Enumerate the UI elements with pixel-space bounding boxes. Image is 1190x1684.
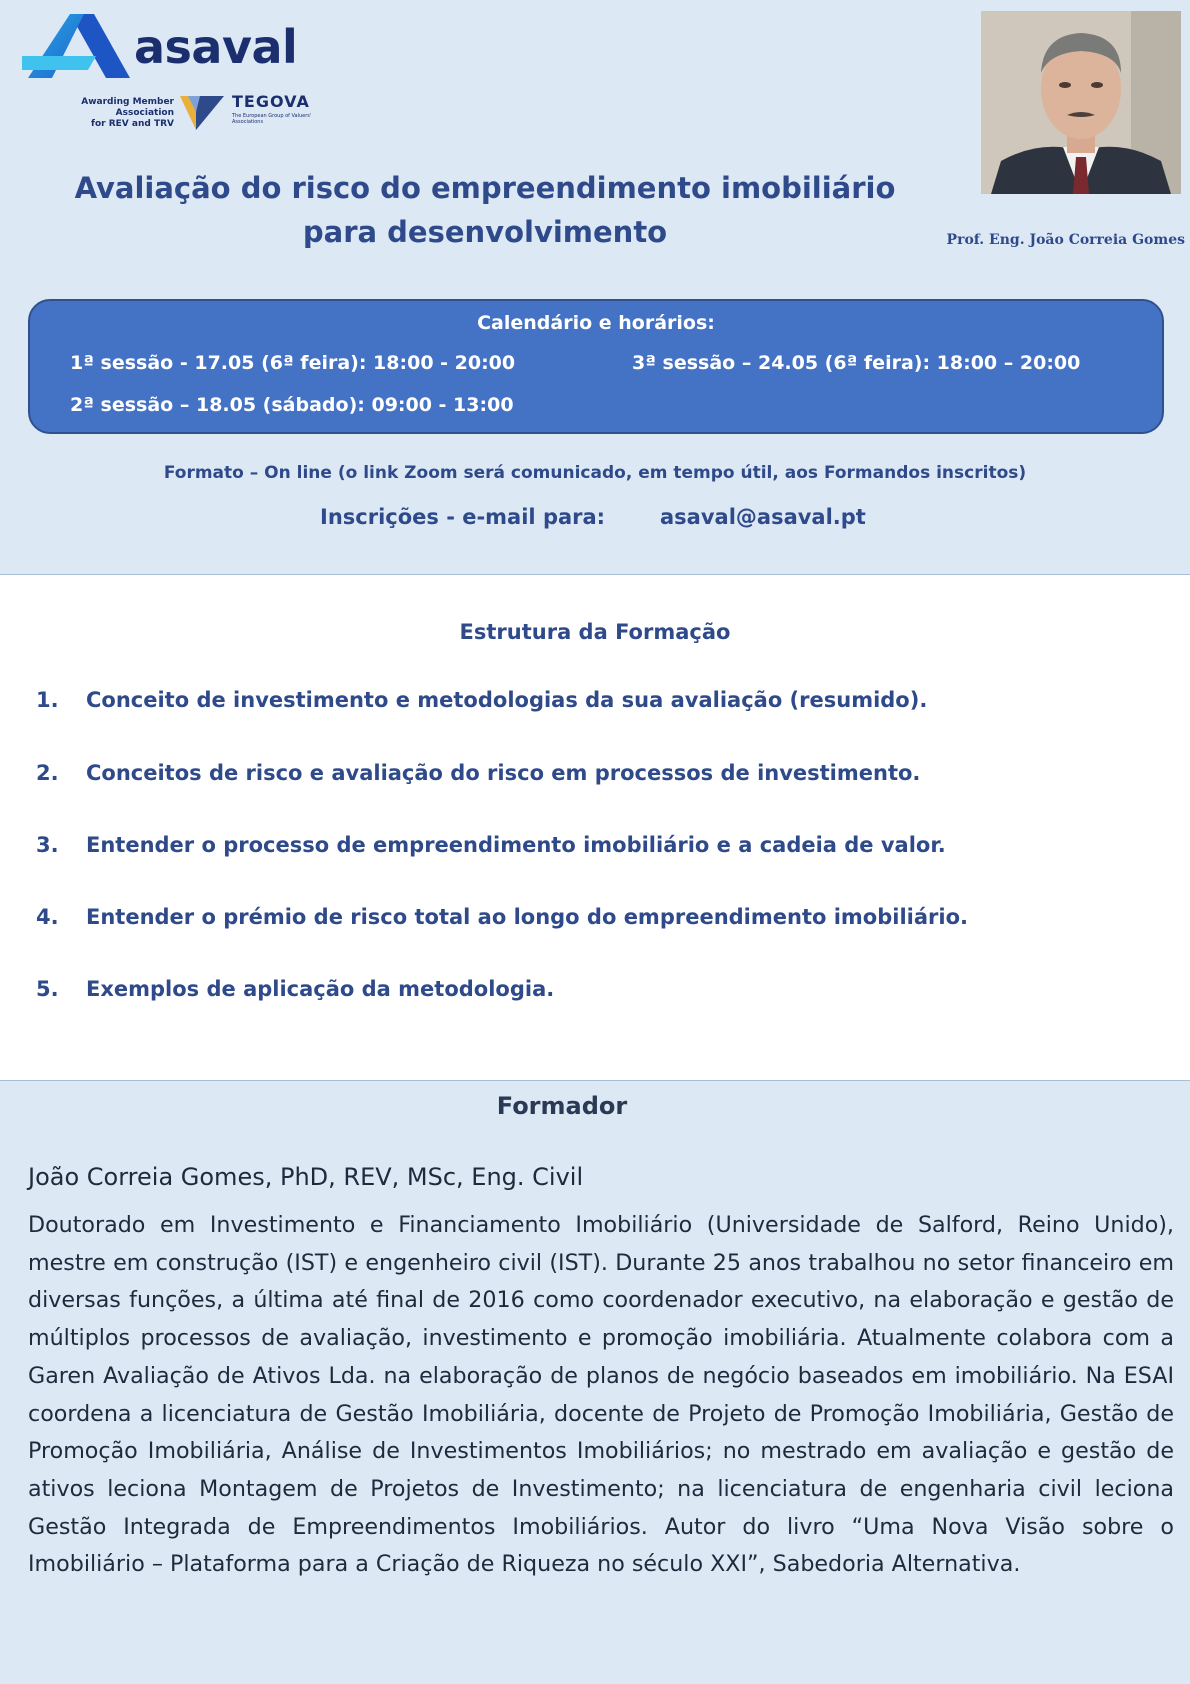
list-item-number: 1.: [36, 688, 59, 712]
award-text: [22, 97, 174, 130]
list-item-number: 4.: [36, 905, 59, 929]
tegova-subtitle: The European Group of Valuers' Associations: [232, 113, 312, 125]
trainer-photo-image: [981, 11, 1181, 194]
signup-label: Inscrições - e-mail para:: [320, 505, 606, 529]
trainer-photo: [981, 11, 1181, 194]
structure-title: Estrutura da Formação: [459, 620, 731, 644]
list-item: [36, 761, 1176, 785]
session-1: 1ª sessão - 17.05 (6ª feira): 18:00 - 20:00: [70, 352, 516, 374]
trainer-title: Formador: [496, 1092, 628, 1120]
tegova-logo-icon: [178, 92, 226, 132]
trainer-bio: Doutorado em Investimento e Financiamento Imobiliário (Universidade de Salford, Reino Unido), mestre em construção (IST) e engenheiro civil (IST). Durante 25 anos trabalhou no setor financeiro em diversas funções, a última até final de 2016 como coordenador executivo, na elaboração e gestão de múltiplos processos de avaliação, investimento e promoção imobiliária. Atualmente colabora com a Garen Avaliação de Ativos Lda. na elaboração de planos de negócio baseados em imobiliário. Na ESAI coordena a licenciatura de Gestão Imobiliária, docente de Projeto de Promoção Imobiliária, Gestão de Promoção Imobiliária, Análise de Investimentos Imobiliários; no mestrado em avaliação e gestão de ativos leciona Montagem de Projetos de Investimento; na licenciatura de engenharia civil leciona Gestão Integrada de Empreendimentos Imobiliários. Autor do livro “Uma Nova Visão sobre o Imobiliário – Plataforma para a Criação de Riqueza no século XXI”, Sabedoria Alternativa.: [28, 1212, 1174, 1578]
structure-section: [0, 576, 1190, 1079]
asaval-logo: [22, 12, 322, 132]
trainer-name: João Correia Gomes, PhD, REV, MSc, Eng. Civil: [28, 1163, 584, 1191]
list-item-number: 3.: [36, 833, 59, 857]
signup-email-link[interactable]: asaval@asaval.pt: [660, 505, 866, 529]
list-item: [36, 977, 1176, 1001]
tegova-logo-text: TEGOVA: [232, 92, 310, 111]
photo-caption: Prof. Eng. João Correia Gomes: [946, 232, 1185, 248]
session-2: 2ª sessão – 18.05 (sábado): 09:00 - 13:00: [70, 394, 514, 416]
asaval-logo-text: asaval: [134, 20, 298, 74]
header-section: [0, 0, 1190, 575]
list-item-text: Exemplos de aplicação da metodologia.: [86, 977, 555, 1001]
session-3: 3ª sessão – 24.05 (6ª feira): 18:00 – 20:00: [632, 352, 1081, 374]
list-item-text: Entender o prémio de risco total ao longo do empreendimento imobiliário.: [86, 905, 968, 929]
title-line-2: para desenvolvimento: [302, 215, 668, 249]
title-line-1: Avaliação do risco do empreendimento imobiliário: [74, 171, 896, 205]
list-item-text: Conceito de investimento e metodologias da sua avaliação (resumido).: [86, 688, 928, 712]
schedule-box: [28, 299, 1164, 434]
list-item-text: Entender o processo de empreendimento imobiliário e a cadeia de valor.: [86, 833, 946, 857]
asaval-logo-icon: [22, 12, 132, 80]
trainer-section: [0, 1080, 1190, 1684]
format-line: Formato – On line (o link Zoom será comunicado, em tempo útil, aos Formandos inscritos): [163, 463, 1027, 483]
list-item: [36, 833, 1176, 857]
award-line-1: Awarding Member Association: [81, 97, 174, 118]
list-item-number: 5.: [36, 977, 59, 1001]
list-item-text: Conceitos de risco e avaliação do risco em processos de investimento.: [86, 761, 921, 785]
schedule-heading: Calendário e horários:: [477, 312, 715, 334]
list-item: [36, 688, 1176, 712]
award-line-2: for REV and TRV: [91, 119, 174, 129]
list-item: [36, 905, 1176, 929]
list-item-number: 2.: [36, 761, 59, 785]
page-title: [20, 166, 950, 254]
